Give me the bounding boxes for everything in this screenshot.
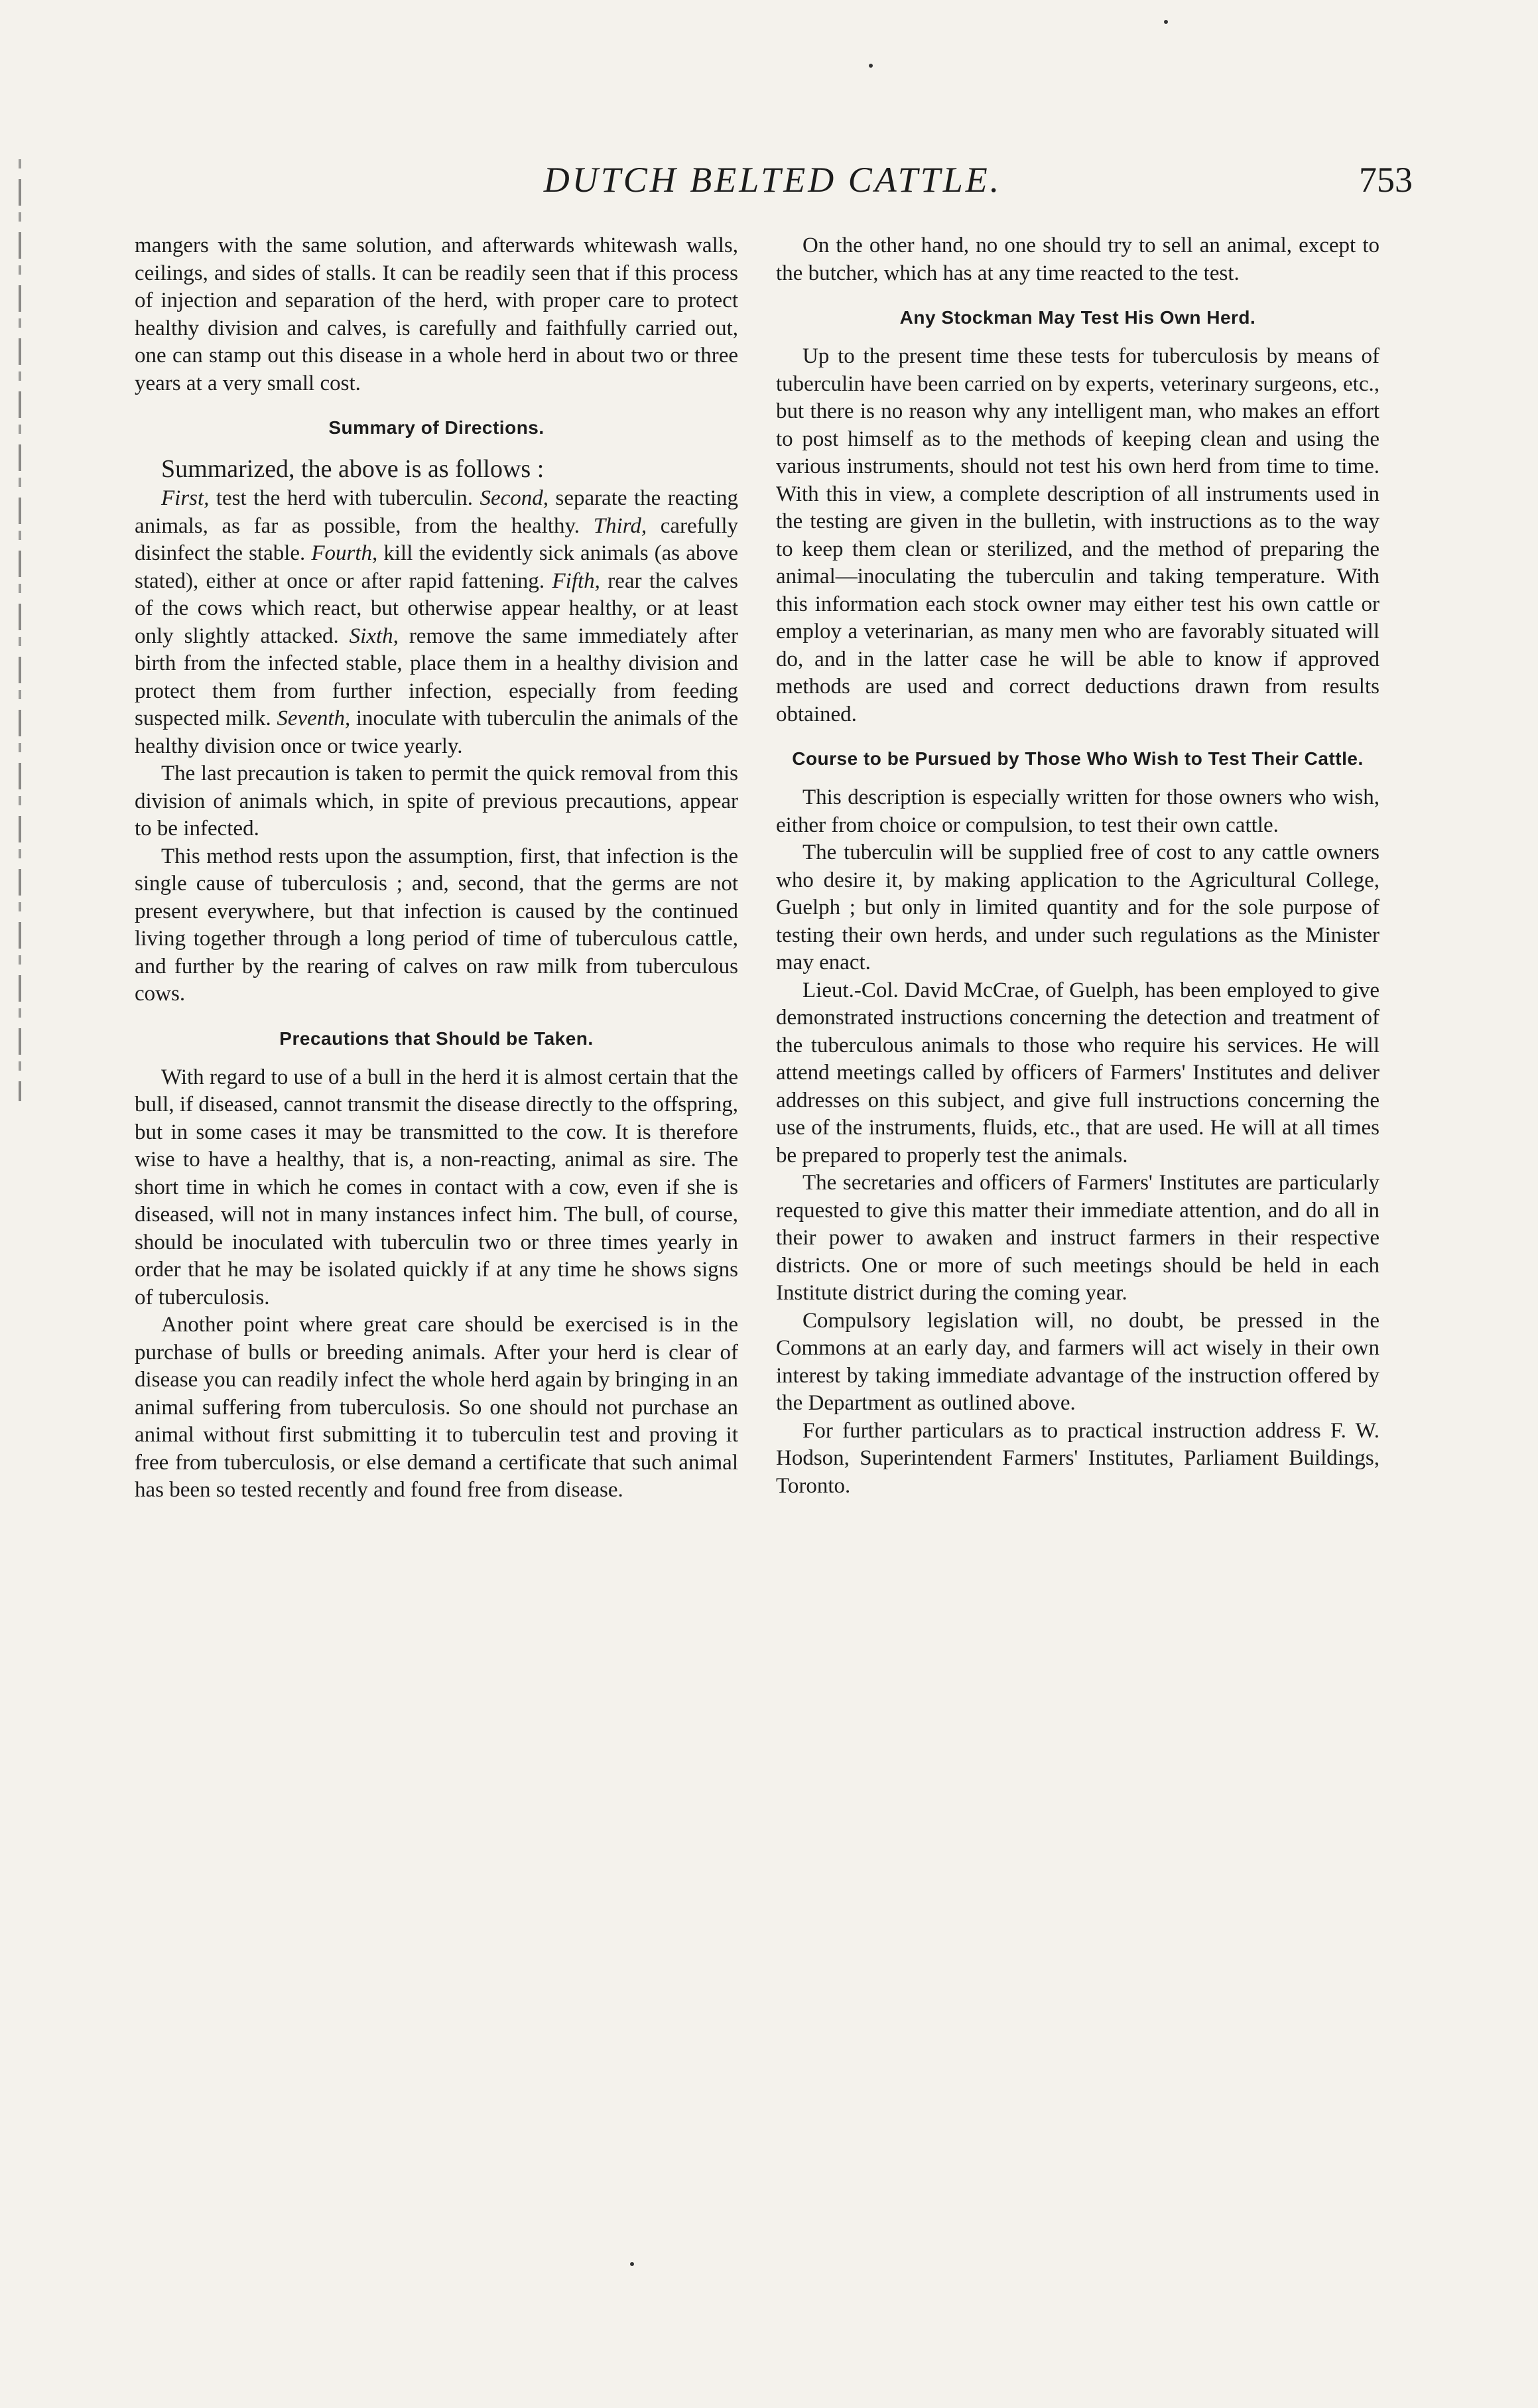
paragraph: Another point where great care should be exercised is in the purchase of bulls or breeding animals. After your herd is clear of disease you can readily infect the whole herd again by bringing in an animal suffering from tuberculosis. So one should not purchase an animal without first submitting it to tuberculin test and proving it free from tuberculosis, or else demand a certificate that such animal has been so tested recently and found free from disease.: [135, 1313, 738, 1502]
right-column: [776, 232, 1379, 1500]
page-number: 753: [1359, 160, 1413, 200]
section-heading-course: Course to be Pursued by Those Who Wish to Test Their Cattle.: [792, 748, 1364, 769]
paragraph: Compulsory legislation will, no doubt, be pressed in the Commons at an early day, and farmers will act wisely in their own interest by taking immediate advantage of the instruction offered by the Department as outlined above.: [776, 1308, 1379, 1415]
paragraph: The secretaries and officers of Farmers' Institutes are particularly requested to give this matter their immediate attention, and do all in their power to awaken and instruct farmers in their respective districts. One or more of such meetings should be held in each Institute district during the coming year.: [776, 1171, 1379, 1305]
section-heading-stockman: Any Stockman May Test His Own Herd.: [899, 307, 1256, 328]
paragraph-directions: First, test the herd with tuberculin. Second, separate the reacting animals, as far as possible, from the healthy. Third, carefully disinfect the stable. Fourth, kill the evidently sick animals (as above stated), either at once or after rapid fattening. Fifth, rear the calves of the cows which react, but otherwise appear healthy, or at least only slightly attacked. Sixth, remove the same immediately after birth from the infected stable, place them in a healthy division and protect them from further infection, especially from feeding suspected milk. Seventh, inoculate with tuberculin the animals of the healthy division once or twice yearly.: [135, 486, 739, 758]
binding-edge: [19, 159, 21, 1101]
paragraph: The last precaution is taken to permit the quick removal from this division of animals which, in spite of previous precautions, appear to be infected.: [135, 762, 738, 840]
section-heading-precautions: Precautions that Should be Taken.: [279, 1028, 594, 1049]
paragraph: This description is especially written for those owners who wish, either from choice or compulsion, to test their own cattle.: [776, 785, 1379, 837]
paragraph: Summarized, the above is as follows :: [161, 455, 545, 483]
section-heading-summary: Summary of Directions.: [328, 417, 545, 438]
paragraph: For further particulars as to practical instruction address F. W. Hodson, Superintendent Farmers' Institutes, Parliament Buildings, Toronto.: [776, 1418, 1379, 1498]
left-column: [135, 232, 738, 1505]
paragraph: The tuberculin will be supplied free of cost to any cattle owners who desire it, by making application to the Agricultural College, Guelph ; but only in limited quantity and for the sole purpose of testing their own herds, and under such regulations as the Minister may enact.: [776, 840, 1379, 974]
paragraph: With regard to use of a bull in the herd it is almost certain that the bull, if diseased, cannot transmit the disease directly to the offspring, but in some cases it may be transmitted to the cow. It is therefore wise to have a healthy, that is, a non-reacting, animal as sire. The short time in which he comes in contact with a cow, even if she is diseased, will not in many instances infect him. The bull, of course, should be inoculated with tuberculin two or three times yearly in order that he may be isolated quickly if at any time he shows signs of tuberculosis.: [135, 1065, 738, 1309]
scan-speck: [869, 64, 873, 68]
paragraph: This method rests upon the assumption, first, that infection is the single cause of tuberculosis ; and, second, that the germs are not present everywhere, but that infection is caused by the continued living together through a long period of time of tuberculous cattle, and further by the rearing of calves on raw milk from tuberculous cows.: [135, 844, 738, 1006]
paragraph: Lieut.-Col. David McCrae, of Guelph, has been employed to give demonstrated instructions concerning the detection and treatment of the tuberculous animals to those who require his services. He will attend meetings called by officers of Farmers' Institutes and deliver addresses on this subject, and give full instructions concerning the use of the instruments, fluids, etc., that are used. He will at all times be prepared to properly test the animals.: [776, 978, 1379, 1168]
scan-speck: [1164, 20, 1168, 24]
page-header: [133, 159, 1413, 212]
paragraph: Up to the present time these tests for tuberculosis by means of tuberculin have been carried on by experts, veterinary surgeons, etc., but there is no reason why any intelligent man, who makes an effort to post himself as to the methods of keeping clean and using the various instruments, should not test his own herd from time to time. With this in view, a complete description of all instruments used in the testing are given in the bulletin, with instructions as to the way to keep them clean or sterilized, and the method of preparing the animal—inoculating the tuberculin and taking temperature. With this information each stock owner may either test his own cattle or employ a veterinarian, as many men who are favorably situated will do, and in the latter case he will be able to know if approved methods are used and correct deductions drawn from results obtained.: [776, 344, 1379, 726]
paragraph: On the other hand, no one should try to sell an animal, except to the butcher, which has at any time reacted to the test.: [776, 234, 1379, 285]
scan-speck: [630, 2262, 634, 2266]
running-title: DUTCH BELTED CATTLE.: [543, 160, 1002, 200]
paragraph: mangers with the same solution, and afterwards whitewash walls, ceilings, and sides of stalls. It can be readily seen that if this process of injection and separation of the herd, with proper care to protect healthy division and calves, is carefully and faithfully carried out, one can stamp out this disease in a whole herd in about two or three years at a very small cost.: [135, 234, 738, 395]
